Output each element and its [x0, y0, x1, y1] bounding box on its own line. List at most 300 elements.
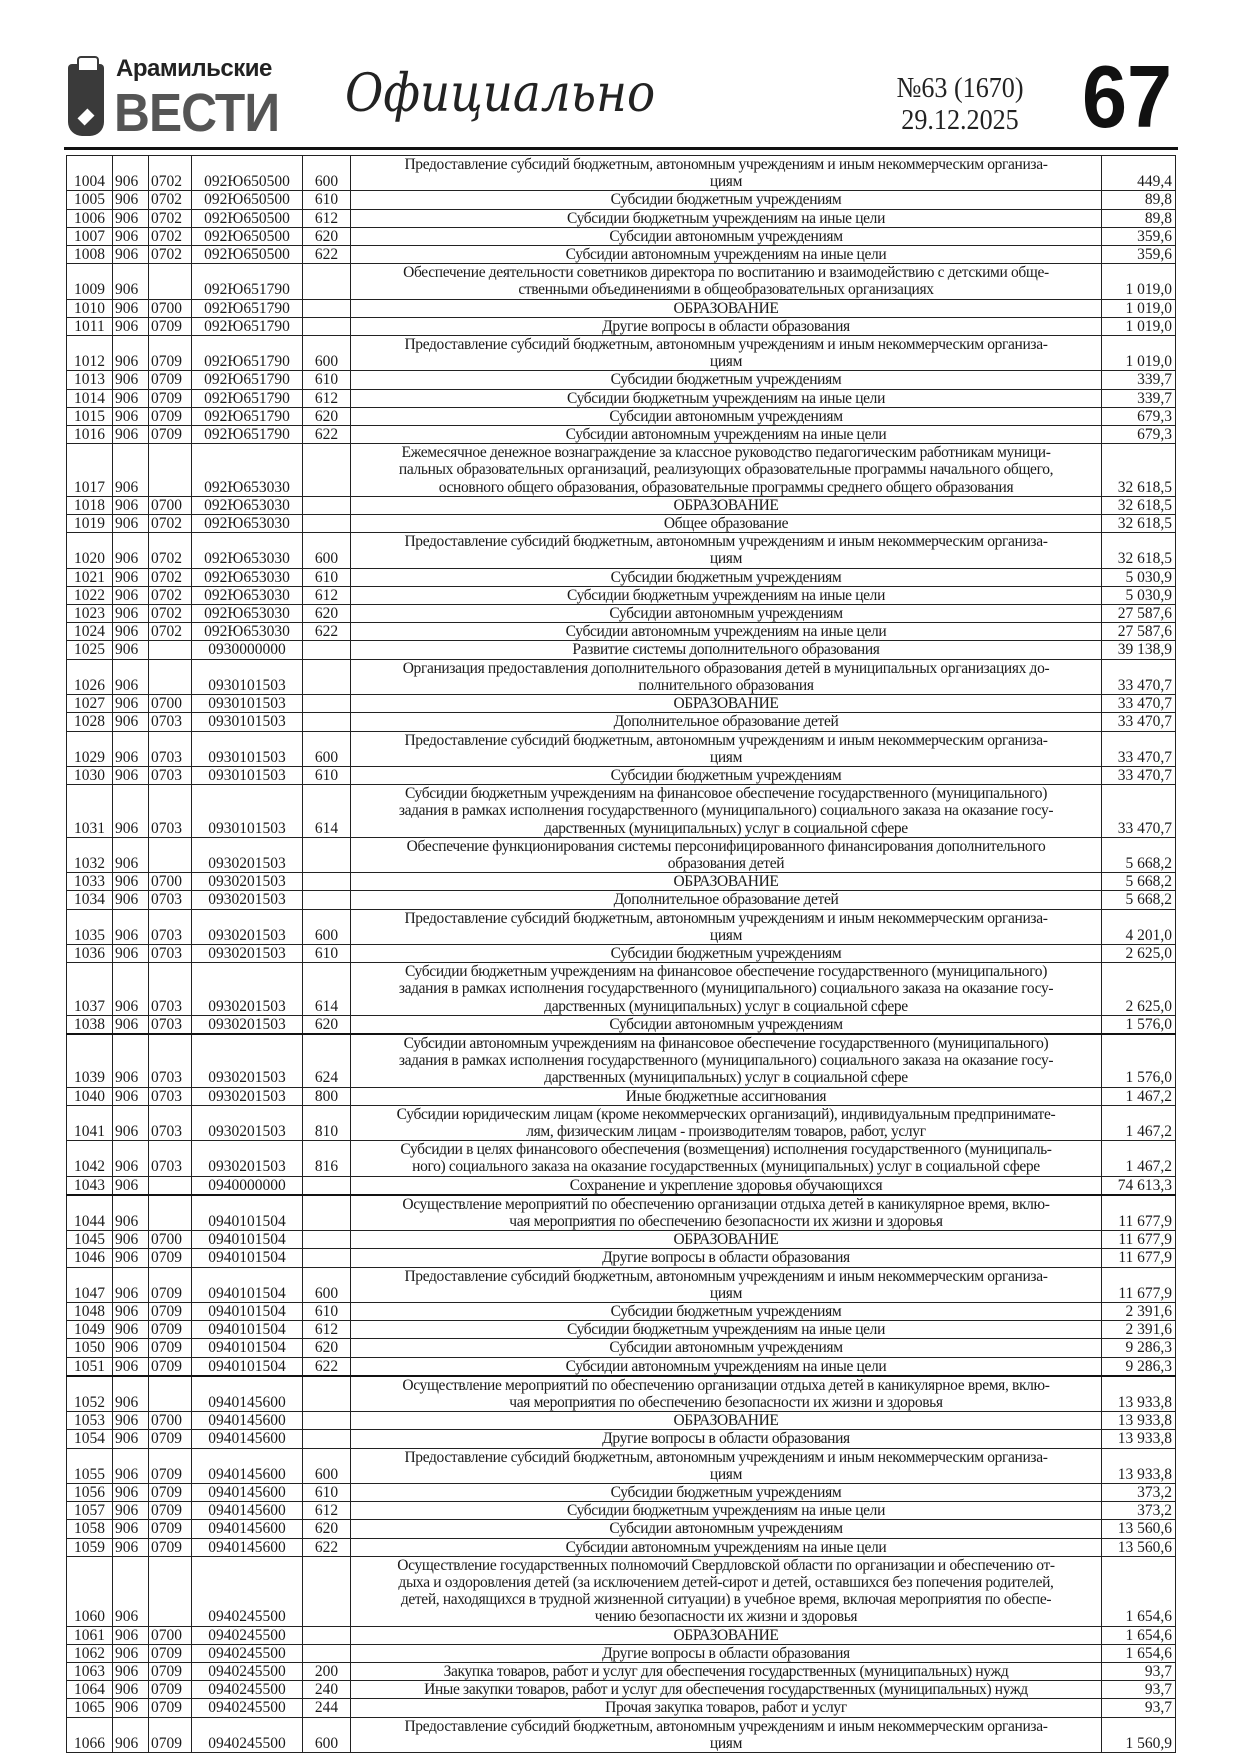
target-article-code: 0940145600 [192, 1484, 303, 1502]
row-description: Предоставление субсидий бюджетным, автономным учреждениям и иным некоммерческим организа- циям [351, 1717, 1102, 1752]
row-number: 1025 [67, 641, 113, 659]
table-row [67, 1717, 1176, 1752]
department-code: 906 [113, 1448, 149, 1483]
row-number: 1061 [67, 1626, 113, 1644]
table-row [67, 785, 1176, 838]
department-code: 906 [113, 1556, 149, 1626]
section-code: 0700 [149, 1412, 192, 1430]
row-description: Субсидии бюджетным учреждениям [351, 568, 1102, 586]
department-code: 906 [113, 227, 149, 245]
table-row [67, 246, 1176, 264]
row-amount: 13 933,8 [1102, 1448, 1176, 1483]
expense-type-code: 600 [303, 1267, 351, 1302]
table-row [67, 389, 1176, 407]
expense-type-code: 622 [303, 246, 351, 264]
table-row [67, 426, 1176, 444]
table-row [67, 837, 1176, 872]
row-amount: 339,7 [1102, 389, 1176, 407]
section-code: 0703 [149, 944, 192, 962]
department-code: 906 [113, 605, 149, 623]
row-amount: 11 677,9 [1102, 1231, 1176, 1249]
row-number: 1039 [67, 1034, 113, 1087]
row-amount: 1 019,0 [1102, 299, 1176, 317]
department-code: 906 [113, 1357, 149, 1376]
row-number: 1012 [67, 336, 113, 371]
target-article-code: 092Ю650500 [192, 191, 303, 209]
table-row [67, 944, 1176, 962]
section-code: 0709 [149, 1663, 192, 1681]
row-amount: 359,6 [1102, 227, 1176, 245]
expense-type-code: 610 [303, 371, 351, 389]
section-code: 0709 [149, 1357, 192, 1376]
target-article-code: 0930201503 [192, 891, 303, 909]
row-number: 1016 [67, 426, 113, 444]
row-amount: 13 933,8 [1102, 1412, 1176, 1430]
table-row [67, 1556, 1176, 1626]
target-article-code: 092Ю653030 [192, 515, 303, 533]
target-article-code: 0930201503 [192, 944, 303, 962]
department-code: 906 [113, 1231, 149, 1249]
row-number: 1035 [67, 909, 113, 944]
row-number: 1005 [67, 191, 113, 209]
row-amount: 33 470,7 [1102, 659, 1176, 694]
row-number: 1043 [67, 1176, 113, 1195]
row-description: Субсидии бюджетным учреждениям на иные цели [351, 586, 1102, 604]
expense-type-code: 612 [303, 389, 351, 407]
row-number: 1017 [67, 444, 113, 497]
section-code [149, 659, 192, 694]
row-description: Осуществление мероприятий по обеспечению организации отдыха детей в каникулярное время, вклю- чая мероприятия по обеспечению безопасности их жизни и здоровья [351, 1376, 1102, 1412]
table-row [67, 1141, 1176, 1176]
target-article-code: 0940101504 [192, 1339, 303, 1357]
table-row [67, 1520, 1176, 1538]
table-row [67, 605, 1176, 623]
table-row [67, 1105, 1176, 1140]
expense-type-code: 622 [303, 1357, 351, 1376]
table-row [67, 1087, 1176, 1105]
row-description: Субсидии юридическим лицам (кроме некоммерческих организаций), индивидуальным предпринимате- лям, физическим лицам - производителям товаров, работ, услуг [351, 1105, 1102, 1140]
row-amount: 5 668,2 [1102, 891, 1176, 909]
coat-of-arms-icon [68, 64, 104, 136]
section-code: 0703 [149, 785, 192, 838]
row-description: ОБРАЗОВАНИЕ [351, 299, 1102, 317]
row-amount: 1 560,9 [1102, 1717, 1176, 1752]
table-row [67, 1412, 1176, 1430]
row-amount: 1 654,6 [1102, 1626, 1176, 1644]
section-code: 0709 [149, 1484, 192, 1502]
expense-type-code: 600 [303, 731, 351, 766]
target-article-code: 092Ю653030 [192, 496, 303, 514]
row-amount: 359,6 [1102, 246, 1176, 264]
target-article-code: 092Ю651790 [192, 426, 303, 444]
table-row [67, 1321, 1176, 1339]
row-description: ОБРАЗОВАНИЕ [351, 1231, 1102, 1249]
table-row [67, 1626, 1176, 1644]
section-code: 0702 [149, 515, 192, 533]
department-code: 906 [113, 317, 149, 335]
department-code: 906 [113, 1087, 149, 1105]
section-code: 0709 [149, 1681, 192, 1699]
row-number: 1018 [67, 496, 113, 514]
row-amount: 11 677,9 [1102, 1267, 1176, 1302]
section-code: 0702 [149, 623, 192, 641]
expense-type-code [303, 1556, 351, 1626]
table-row [67, 963, 1176, 1016]
row-description: Субсидии автономным учреждениям [351, 407, 1102, 425]
row-number: 1009 [67, 264, 113, 299]
target-article-code: 0940245500 [192, 1717, 303, 1752]
table-row [67, 641, 1176, 659]
department-code: 906 [113, 1663, 149, 1681]
department-code: 906 [113, 496, 149, 514]
target-article-code: 092Ю653030 [192, 623, 303, 641]
target-article-code: 092Ю651790 [192, 389, 303, 407]
section-code [149, 1176, 192, 1195]
department-code: 906 [113, 1176, 149, 1195]
expense-type-code: 610 [303, 568, 351, 586]
expense-type-code: 620 [303, 605, 351, 623]
row-amount: 89,8 [1102, 191, 1176, 209]
section-code: 0709 [149, 1717, 192, 1752]
target-article-code: 0940101504 [192, 1231, 303, 1249]
section-code: 0703 [149, 891, 192, 909]
row-number: 1028 [67, 713, 113, 731]
row-number: 1034 [67, 891, 113, 909]
section-code: 0709 [149, 1321, 192, 1339]
row-amount: 679,3 [1102, 407, 1176, 425]
department-code: 906 [113, 299, 149, 317]
row-amount: 13 560,6 [1102, 1538, 1176, 1556]
table-row [67, 1699, 1176, 1717]
row-number: 1065 [67, 1699, 113, 1717]
row-amount: 4 201,0 [1102, 909, 1176, 944]
section-code [149, 1195, 192, 1231]
row-amount: 2 625,0 [1102, 963, 1176, 1016]
expense-type-code: 800 [303, 1087, 351, 1105]
target-article-code: 0930201503 [192, 1015, 303, 1034]
row-description: Другие вопросы в области образования [351, 317, 1102, 335]
department-code: 906 [113, 1249, 149, 1267]
table-row [67, 1231, 1176, 1249]
expense-type-code: 244 [303, 1699, 351, 1717]
table-row [67, 1681, 1176, 1699]
row-amount: 339,7 [1102, 371, 1176, 389]
section-code [149, 1556, 192, 1626]
row-description: ОБРАЗОВАНИЕ [351, 1412, 1102, 1430]
row-amount: 1 576,0 [1102, 1015, 1176, 1034]
expense-type-code [303, 695, 351, 713]
table-row [67, 336, 1176, 371]
row-description: Другие вопросы в области образования [351, 1430, 1102, 1448]
row-description: Развитие системы дополнительного образования [351, 641, 1102, 659]
row-description: Субсидии бюджетным учреждениям [351, 1484, 1102, 1502]
target-article-code: 0940101504 [192, 1321, 303, 1339]
section-code: 0702 [149, 246, 192, 264]
expense-type-code: 200 [303, 1663, 351, 1681]
target-article-code: 0940101504 [192, 1303, 303, 1321]
row-description: Предоставление субсидий бюджетным, автономным учреждениям и иным некоммерческим организа- циям [351, 533, 1102, 568]
department-code: 906 [113, 1034, 149, 1087]
table-row [67, 156, 1176, 191]
department-code: 906 [113, 1430, 149, 1448]
expense-type-code [303, 713, 351, 731]
row-amount: 33 470,7 [1102, 785, 1176, 838]
section-title: Официально [345, 64, 656, 124]
row-description: Субсидии бюджетным учреждениям [351, 371, 1102, 389]
department-code: 906 [113, 785, 149, 838]
department-code: 906 [113, 389, 149, 407]
department-code: 906 [113, 1538, 149, 1556]
section-code: 0703 [149, 1034, 192, 1087]
section-code: 0700 [149, 873, 192, 891]
target-article-code: 0940000000 [192, 1176, 303, 1195]
row-number: 1010 [67, 299, 113, 317]
section-code: 0703 [149, 1105, 192, 1140]
row-description: Другие вопросы в области образования [351, 1644, 1102, 1662]
row-number: 1052 [67, 1376, 113, 1412]
table-row [67, 1376, 1176, 1412]
target-article-code: 0940145600 [192, 1538, 303, 1556]
row-description: Обеспечение деятельности советников директора по воспитанию и взаимодействию с детскими обще- ственными объединениями в общеобразовательных организациях [351, 264, 1102, 299]
row-amount: 5 668,2 [1102, 873, 1176, 891]
table-row [67, 496, 1176, 514]
table-row [67, 1249, 1176, 1267]
row-number: 1033 [67, 873, 113, 891]
row-description: Субсидии бюджетным учреждениям [351, 1303, 1102, 1321]
issue-info [888, 72, 1032, 136]
logo-main-text: ВЕСТИ [114, 83, 280, 143]
target-article-code: 0930201503 [192, 1141, 303, 1176]
row-description: Предоставление субсидий бюджетным, автономным учреждениям и иным некоммерческим организа- циям [351, 909, 1102, 944]
section-code: 0709 [149, 1448, 192, 1483]
section-code: 0702 [149, 568, 192, 586]
department-code: 906 [113, 371, 149, 389]
section-code: 0709 [149, 1267, 192, 1302]
row-number: 1051 [67, 1357, 113, 1376]
row-amount: 5 668,2 [1102, 837, 1176, 872]
row-description: Предоставление субсидий бюджетным, автономным учреждениям и иным некоммерческим организа- циям [351, 731, 1102, 766]
section-code: 0702 [149, 227, 192, 245]
table-row [67, 1644, 1176, 1662]
row-number: 1021 [67, 568, 113, 586]
row-number: 1049 [67, 1321, 113, 1339]
row-description: Субсидии в целях финансового обеспечения (возмещения) исполнения государственного (муниципаль- ного) социального заказа на оказание государственных (муниципальных) услуг в социальной сфере [351, 1141, 1102, 1176]
department-code: 906 [113, 426, 149, 444]
row-number: 1064 [67, 1681, 113, 1699]
section-code: 0709 [149, 1430, 192, 1448]
row-number: 1040 [67, 1087, 113, 1105]
target-article-code: 092Ю651790 [192, 371, 303, 389]
row-description: Дополнительное образование детей [351, 891, 1102, 909]
issue-date: 29.12.2025 [901, 104, 1019, 136]
section-code: 0702 [149, 605, 192, 623]
row-amount: 32 618,5 [1102, 533, 1176, 568]
table-row [67, 1015, 1176, 1034]
row-amount: 1 019,0 [1102, 336, 1176, 371]
expense-type-code [303, 1626, 351, 1644]
department-code: 906 [113, 1195, 149, 1231]
section-code: 0709 [149, 1249, 192, 1267]
row-number: 1015 [67, 407, 113, 425]
row-description: Организация предоставления дополнительного образования детей в муниципальных организациях до- полнительного образования [351, 659, 1102, 694]
target-article-code: 0930201503 [192, 963, 303, 1016]
target-article-code: 0930101503 [192, 731, 303, 766]
department-code: 906 [113, 909, 149, 944]
table-row [67, 659, 1176, 694]
expense-type-code [303, 299, 351, 317]
department-code: 906 [113, 641, 149, 659]
row-number: 1014 [67, 389, 113, 407]
expense-type-code: 600 [303, 533, 351, 568]
newspaper-logo [68, 56, 293, 142]
section-code: 0709 [149, 1644, 192, 1662]
department-code: 906 [113, 695, 149, 713]
table-row [67, 515, 1176, 533]
row-number: 1053 [67, 1412, 113, 1430]
row-number: 1066 [67, 1717, 113, 1752]
row-number: 1044 [67, 1195, 113, 1231]
target-article-code: 0930201503 [192, 1105, 303, 1140]
expense-type-code: 612 [303, 1502, 351, 1520]
expense-type-code: 612 [303, 1321, 351, 1339]
department-code: 906 [113, 1644, 149, 1662]
row-amount: 33 470,7 [1102, 713, 1176, 731]
expense-type-code: 240 [303, 1681, 351, 1699]
table-row [67, 1430, 1176, 1448]
expense-type-code: 620 [303, 227, 351, 245]
department-code: 906 [113, 1717, 149, 1752]
expense-type-code: 614 [303, 785, 351, 838]
table-row [67, 1267, 1176, 1302]
row-amount: 9 286,3 [1102, 1357, 1176, 1376]
target-article-code: 0940145600 [192, 1376, 303, 1412]
row-number: 1011 [67, 317, 113, 335]
department-code: 906 [113, 568, 149, 586]
row-number: 1030 [67, 766, 113, 784]
table-row [67, 1176, 1176, 1195]
row-amount: 2 625,0 [1102, 944, 1176, 962]
row-description: Субсидии бюджетным учреждениям на иные цели [351, 389, 1102, 407]
expense-type-code [303, 891, 351, 909]
target-article-code: 0930201503 [192, 837, 303, 872]
row-amount: 1 019,0 [1102, 264, 1176, 299]
target-article-code: 092Ю653030 [192, 605, 303, 623]
target-article-code: 092Ю653030 [192, 533, 303, 568]
expense-type-code [303, 1176, 351, 1195]
row-description: Иные закупки товаров, работ и услуг для обеспечения государственных (муниципальных) нужд [351, 1681, 1102, 1699]
row-amount: 2 391,6 [1102, 1321, 1176, 1339]
expense-type-code: 610 [303, 191, 351, 209]
target-article-code: 092Ю651790 [192, 264, 303, 299]
expense-type-code: 620 [303, 1015, 351, 1034]
row-amount: 11 677,9 [1102, 1249, 1176, 1267]
section-code: 0709 [149, 1699, 192, 1717]
row-number: 1055 [67, 1448, 113, 1483]
target-article-code: 0930201503 [192, 909, 303, 944]
department-code: 906 [113, 837, 149, 872]
row-number: 1038 [67, 1015, 113, 1034]
table-row [67, 1448, 1176, 1483]
table-row [67, 873, 1176, 891]
row-description: Субсидии автономным учреждениям [351, 227, 1102, 245]
row-number: 1050 [67, 1339, 113, 1357]
expense-type-code [303, 1430, 351, 1448]
row-number: 1046 [67, 1249, 113, 1267]
row-description: Субсидии бюджетным учреждениям на иные цели [351, 1321, 1102, 1339]
target-article-code: 0940145600 [192, 1502, 303, 1520]
table-row [67, 909, 1176, 944]
row-amount: 27 587,6 [1102, 623, 1176, 641]
expense-type-code: 624 [303, 1034, 351, 1087]
department-code: 906 [113, 586, 149, 604]
row-amount: 679,3 [1102, 426, 1176, 444]
section-code [149, 837, 192, 872]
table-row [67, 1195, 1176, 1231]
row-description: Субсидии автономным учреждениям [351, 1520, 1102, 1538]
row-description: ОБРАЗОВАНИЕ [351, 1626, 1102, 1644]
row-description: Прочая закупка товаров, работ и услуг [351, 1699, 1102, 1717]
row-number: 1022 [67, 586, 113, 604]
row-number: 1059 [67, 1538, 113, 1556]
table-row [67, 227, 1176, 245]
row-description: Субсидии автономным учреждениям на иные цели [351, 1538, 1102, 1556]
department-code: 906 [113, 1321, 149, 1339]
section-code: 0702 [149, 156, 192, 191]
target-article-code: 0940245500 [192, 1681, 303, 1699]
row-description: Субсидии автономным учреждениям на иные цели [351, 246, 1102, 264]
row-description: Предоставление субсидий бюджетным, автономным учреждениям и иным некоммерческим организа- циям [351, 156, 1102, 191]
target-article-code: 0930000000 [192, 641, 303, 659]
department-code: 906 [113, 156, 149, 191]
expense-type-code: 610 [303, 766, 351, 784]
expense-type-code [303, 1195, 351, 1231]
expense-type-code [303, 1376, 351, 1412]
table-row [67, 1303, 1176, 1321]
department-code: 906 [113, 1502, 149, 1520]
row-description: Предоставление субсидий бюджетным, автономным учреждениям и иным некоммерческим организа- циям [351, 1267, 1102, 1302]
row-description: Субсидии автономным учреждениям [351, 1339, 1102, 1357]
row-number: 1027 [67, 695, 113, 713]
row-amount: 13 933,8 [1102, 1430, 1176, 1448]
row-description: Сохранение и укрепление здоровья обучающихся [351, 1176, 1102, 1195]
row-description: Осуществление мероприятий по обеспечению организации отдыха детей в каникулярное время, вклю- чая мероприятия по обеспечению безопасности их жизни и здоровья [351, 1195, 1102, 1231]
target-article-code: 092Ю650500 [192, 209, 303, 227]
row-amount: 33 470,7 [1102, 695, 1176, 713]
expense-type-code: 612 [303, 586, 351, 604]
expense-type-code: 622 [303, 1538, 351, 1556]
logo-top-text: Арамильские [116, 55, 272, 82]
department-code: 906 [113, 766, 149, 784]
expense-type-code: 610 [303, 1303, 351, 1321]
row-number: 1056 [67, 1484, 113, 1502]
department-code: 906 [113, 1303, 149, 1321]
section-code [149, 444, 192, 497]
row-number: 1042 [67, 1141, 113, 1176]
section-code: 0700 [149, 695, 192, 713]
expense-type-code: 600 [303, 1448, 351, 1483]
target-article-code: 0930201503 [192, 1087, 303, 1105]
table-row [67, 713, 1176, 731]
section-code: 0702 [149, 586, 192, 604]
target-article-code: 092Ю650500 [192, 227, 303, 245]
department-code: 906 [113, 963, 149, 1016]
row-number: 1060 [67, 1556, 113, 1626]
expense-type-code: 816 [303, 1141, 351, 1176]
expense-type-code: 622 [303, 426, 351, 444]
table-row [67, 1484, 1176, 1502]
table-row [67, 568, 1176, 586]
expense-type-code: 600 [303, 336, 351, 371]
